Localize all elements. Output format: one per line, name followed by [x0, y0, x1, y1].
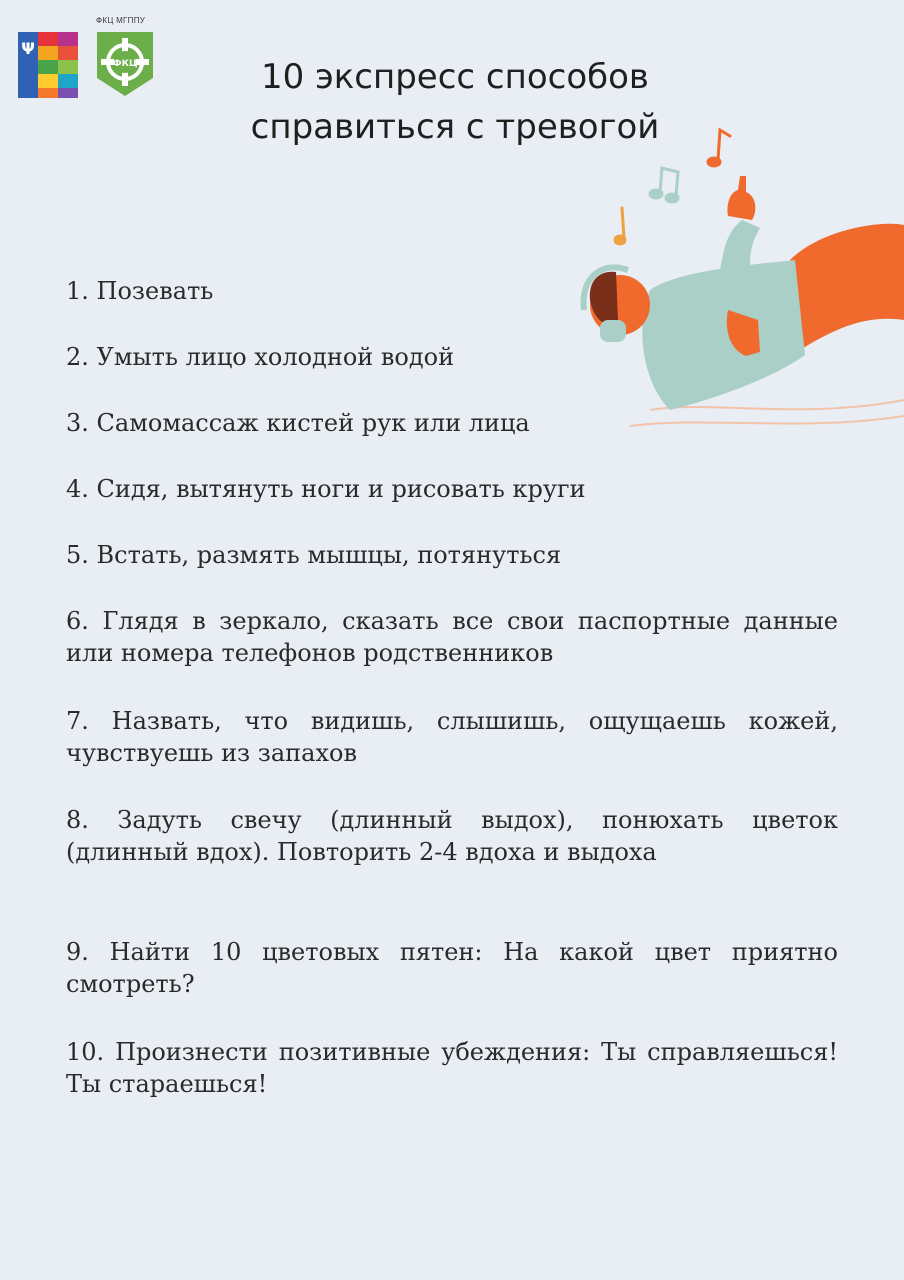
list-item: 6. Глядя в зеркало, сказать все свои паспортные данные или номера телефонов родственников [66, 607, 838, 667]
svg-text:Ψ: Ψ [21, 39, 35, 58]
list-item: 1. Позевать [66, 277, 214, 305]
music-note-icon [708, 130, 730, 166]
university-logo-icon [18, 32, 78, 98]
list-item: 9. Найти 10 цветовых пятен: На какой цвет приятно смотреть? [66, 938, 838, 998]
svg-text:ФКЦ: ФКЦ [112, 59, 138, 69]
list-item: 4. Сидя, вытянуть ноги и рисовать круги [66, 475, 586, 503]
music-note-icon [650, 168, 678, 202]
list-item: 5. Встать, размять мышцы, потянуться [66, 541, 562, 569]
list-item: 8. Задуть свечу (длинный выдох), понюхать цветок (длинный вдох). Повторить 2-4 вдоха и выдоха [66, 806, 838, 866]
fkc-shield-logo-icon [95, 30, 155, 98]
music-note-icon [615, 208, 625, 244]
org-caption: ФКЦ МГППУ [96, 16, 146, 25]
list-item: 10. Произнести позитивные убеждения: Ты справляешься! Ты стараешься! [66, 1038, 838, 1098]
list-item: 2. Умыть лицо холодной водой [66, 343, 455, 371]
title-line-2: справиться с тревогой [250, 107, 660, 147]
title-line-1: 10 экспресс способов [261, 57, 649, 97]
list-item: 7. Назвать, что видишь, слышишь, ощущаешь кожей, чувствуешь из запахов [66, 707, 838, 767]
list-item: 3. Самомассаж кистей рук или лица [66, 409, 530, 437]
